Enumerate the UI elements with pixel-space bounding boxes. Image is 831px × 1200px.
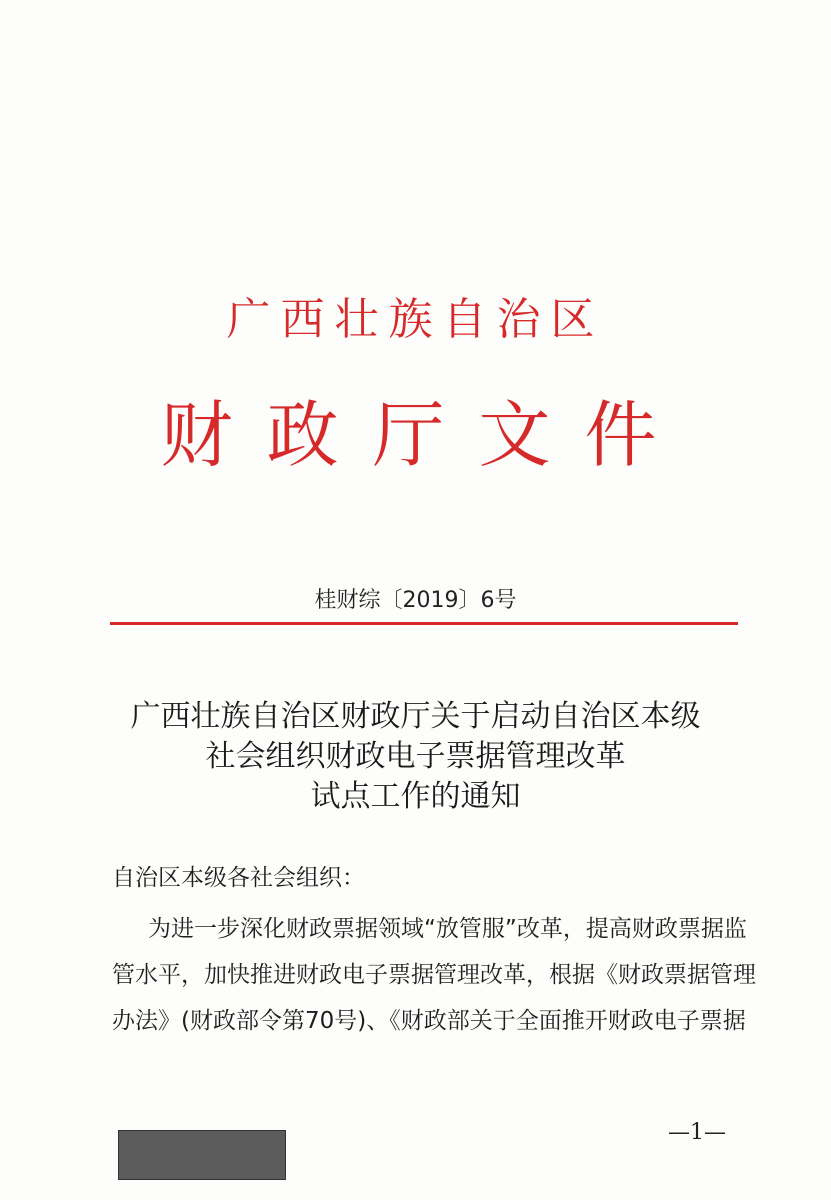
body-line: 办法》(财政部令第70号)、《财政部关于全面推开财政电子票据 [112, 1008, 746, 1034]
red-divider-line [110, 622, 738, 625]
salutation: 自治区本级各社会组织： [112, 865, 365, 891]
document-type-heading: 财政厅文件 [160, 393, 691, 477]
title-line: 广西壮族自治区财政厅关于启动自治区本级 [130, 699, 701, 734]
body-paragraph [112, 906, 756, 1044]
document-title [0, 697, 831, 817]
redaction-block [118, 1130, 286, 1180]
page-number: —1— [668, 1120, 726, 1145]
title-line: 社会组织财政电子票据管理改革 [205, 739, 626, 774]
body-line: 为进一步深化财政票据领域“放管服”改革，提高财政票据监 [148, 916, 747, 942]
body-line: 管水平，加快推进财政电子票据管理改革，根据《财政票据管理 [112, 962, 756, 988]
document-number: 桂财综〔2019〕6号 [314, 588, 517, 613]
title-line: 试点工作的通知 [310, 779, 521, 814]
issuing-organization: 广西壮族自治区 [226, 294, 605, 345]
